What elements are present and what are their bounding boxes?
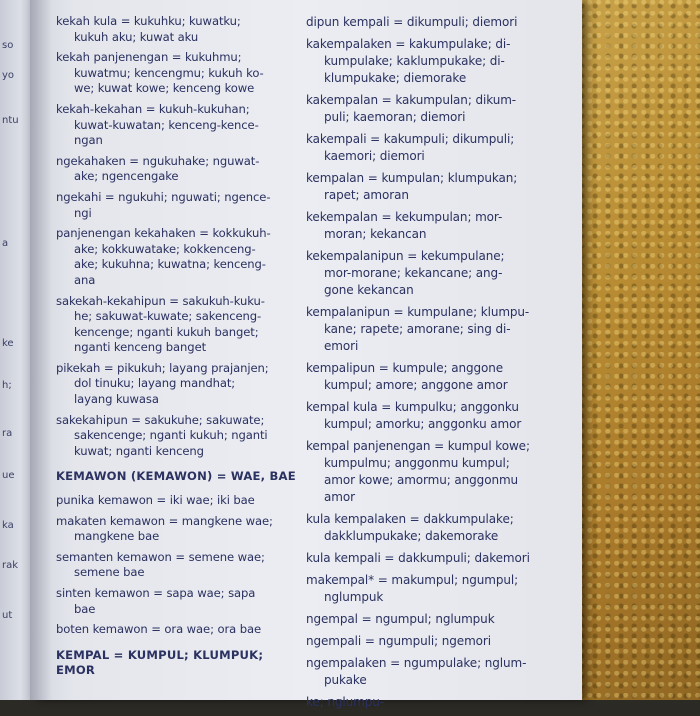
entry-line: ngempali = ngumpuli; ngemori: [306, 634, 491, 648]
entry-line: kekah kula = kukuhku; kuwatku;: [56, 14, 241, 28]
dictionary-entry: [306, 572, 542, 606]
entry-line: he; sakuwat-kuwate; sakenceng-: [74, 309, 262, 324]
previous-page-fragment: ke: [2, 338, 14, 349]
dictionary-entry: [306, 209, 542, 243]
dictionary-entry: [306, 611, 542, 628]
entry-line: klumpukake; diemorake: [324, 71, 467, 85]
dictionary-entry: [306, 438, 542, 506]
entry-line: kakempalaken = kakumpulake; di-: [306, 37, 511, 51]
dictionary-entry: [306, 694, 542, 711]
dictionary-entry: [56, 550, 288, 581]
entry-line: mangkene bae: [74, 529, 160, 544]
entry-line: nganti kenceng banget: [74, 340, 207, 355]
entry-line: puli; kaemoran; diemori: [324, 110, 466, 124]
dictionary-entry: [306, 92, 542, 126]
entry-line: sakencenge; nganti kukuh; nganti: [74, 428, 268, 443]
entry-line: ngekahi = ngukuhi; nguwati; ngence-: [56, 189, 271, 204]
dictionary-entry: [306, 170, 542, 204]
dictionary-entry: [56, 622, 288, 638]
entry-line: kekah panjenengan = kukuhmu;: [56, 50, 242, 65]
dictionary-entry: [306, 36, 542, 87]
previous-page-fragment: ntu: [2, 115, 19, 126]
entry-line: ake; kukuhna; kuwatna; kenceng-: [74, 257, 266, 272]
entry-line: kane; rapete; amorane; sing di-: [324, 322, 511, 336]
entry-line: makaten kemawon = mangkene wae;: [56, 513, 273, 528]
previous-page-fragment: so: [2, 40, 14, 51]
entry-line: ke; nglumpu-: [306, 695, 384, 709]
previous-page-fragment: ka: [2, 520, 14, 531]
dictionary-entry: [306, 248, 542, 299]
entry-line: dol tinuku; layang mandhat;: [74, 376, 236, 391]
entry-line: punika kemawon = iki wae; iki bae: [56, 493, 255, 508]
dictionary-entry: [306, 131, 542, 165]
entry-line: ngi: [74, 205, 92, 220]
entry-line: amor kowe; amormu; anggonmu: [324, 473, 519, 487]
previous-page-fragment: ra: [2, 428, 13, 439]
entry-line: kumpulake; kaklumpukake; di-: [324, 54, 505, 68]
right-column: [306, 14, 542, 716]
entry-line: mor-morane; kekancane; ang-: [324, 266, 503, 280]
entry-line: sakekah-kekahipun = sakukuh-kuku-: [56, 293, 265, 308]
page-gutter-shadow: [30, 0, 52, 700]
entry-line: kuwat-kuwatan; kenceng-kence-: [74, 117, 259, 132]
dictionary-entry: [56, 226, 288, 288]
entry-line: kumpul; amore; anggone amor: [324, 378, 508, 392]
entry-line: ngan: [74, 133, 103, 148]
entry-line: kula kempalaken = dakkumpulake;: [306, 512, 514, 526]
dictionary-entry: [56, 102, 288, 149]
previous-page-fragment: a: [2, 238, 9, 249]
dictionary-entry: [306, 511, 542, 545]
dictionary-entry: [56, 586, 288, 617]
entry-line: amor: [324, 490, 355, 504]
entry-line: makempal* = makumpul; ngumpul;: [306, 573, 519, 587]
entry-line: kempal panjenengan = kumpul kowe;: [306, 439, 530, 453]
entry-line: we; kuwat kowe; kenceng kowe: [74, 81, 255, 96]
entry-line: kempal kula = kumpulku; anggonku: [306, 400, 519, 414]
dictionary-entry: [306, 655, 542, 689]
heading-line: EMOR: [56, 663, 96, 678]
entry-line: kekah-kekahan = kukuh-kukuhan;: [56, 101, 250, 116]
dictionary-entry: [56, 514, 288, 545]
entry-line: gone kekancan: [324, 283, 414, 297]
entry-line: ngempalaken = ngumpulake; nglum-: [306, 656, 527, 670]
dictionary-entry: [306, 633, 542, 650]
entry-line: kumpulmu; anggonmu kumpul;: [324, 456, 510, 470]
entry-line: moran; kekancan: [324, 227, 427, 241]
entry-line: kekempalanipun = kekumpulane;: [306, 249, 505, 263]
entry-line: sakekahipun = sakukuhe; sakuwate;: [56, 412, 265, 427]
dictionary-entry: [306, 360, 542, 394]
entry-line: ngekahaken = ngukuhake; nguwat-: [56, 153, 260, 168]
entry-line: kula kempali = dakkumpuli; dakemori: [306, 551, 530, 565]
entry-line: boten kemawon = ora wae; ora bae: [56, 622, 262, 637]
previous-page-fragment: rak: [2, 560, 19, 571]
entry-line: kempalan = kumpulan; klumpukan;: [306, 171, 518, 185]
entry-line: ngempal = ngumpul; nglumpuk: [306, 612, 495, 626]
dictionary-entry: [56, 493, 288, 509]
entry-line: kaemori; diemori: [324, 149, 425, 163]
section-heading: [56, 648, 288, 679]
entry-line: kempalipun = kumpule; anggone: [306, 361, 504, 375]
heading-line: KEMAWON (KEMAWON) = WAE, BAE: [56, 469, 296, 484]
entry-line: panjenengan kekahaken = kokkukuh-: [56, 226, 271, 241]
previous-page-fragment: ut: [2, 610, 13, 621]
entry-line: kuwatmu; kencengmu; kukuh ko-: [74, 65, 264, 80]
dictionary-entry: [56, 190, 288, 221]
dictionary-entry: [56, 14, 288, 45]
section-heading: [56, 469, 296, 485]
entry-line: bae: [74, 601, 96, 616]
entry-line: kempalanipun = kumpulane; klumpu-: [306, 305, 530, 319]
entry-line: pikekah = pikukuh; layang prajanjen;: [56, 360, 269, 375]
previous-page-fragment: h;: [2, 380, 12, 391]
entry-line: semene bae: [74, 565, 145, 580]
previous-page-fragment: yo: [2, 70, 15, 81]
entry-line: rapet; amoran: [324, 188, 409, 202]
entry-line: sinten kemawon = sapa wae; sapa: [56, 586, 256, 600]
dictionary-entry: [56, 50, 288, 97]
dictionary-entry: [56, 294, 288, 356]
dictionary-entry: [306, 304, 542, 355]
dictionary-entry: [306, 14, 542, 31]
entry-line: nglumpuk: [324, 590, 384, 604]
entry-line: kuwat; nganti kenceng: [74, 443, 204, 458]
entry-line: kumpul; amorku; anggonku amor: [324, 417, 522, 431]
entry-line: kukuh aku; kuwat aku: [74, 29, 199, 44]
dictionary-entry: [56, 361, 288, 408]
dictionary-entry: [56, 154, 288, 185]
dictionary-entry: [306, 550, 542, 567]
entry-line: ake; ngencengake: [74, 169, 179, 184]
entry-line: kekempalan = kekumpulan; mor-: [306, 210, 503, 224]
entry-line: dipun kempali = dikumpuli; diemori: [306, 15, 518, 29]
previous-page-fragment: ue: [2, 470, 15, 481]
entry-line: ana: [74, 272, 96, 287]
entry-line: semanten kemawon = semene wae;: [56, 549, 265, 564]
dictionary-entry: [306, 399, 542, 433]
dictionary-entry: [56, 413, 288, 460]
entry-line: emori: [324, 339, 359, 353]
heading-line: KEMPAL = KUMPUL; KLUMPUK;: [56, 647, 264, 662]
entry-line: pukake: [324, 673, 367, 687]
entry-line: dakklumpukake; dakemorake: [324, 529, 499, 543]
left-column: [56, 14, 296, 687]
entry-line: ake; kokkuwatake; kokkenceng-: [74, 241, 256, 256]
previous-page-edge: [0, 0, 34, 700]
entry-line: layang kuwasa: [74, 392, 159, 407]
entry-line: kakempali = kakumpuli; dikumpuli;: [306, 132, 515, 146]
entry-line: kencenge; nganti kukuh banget;: [74, 324, 259, 339]
entry-line: kakempalan = kakumpulan; dikum-: [306, 93, 517, 107]
